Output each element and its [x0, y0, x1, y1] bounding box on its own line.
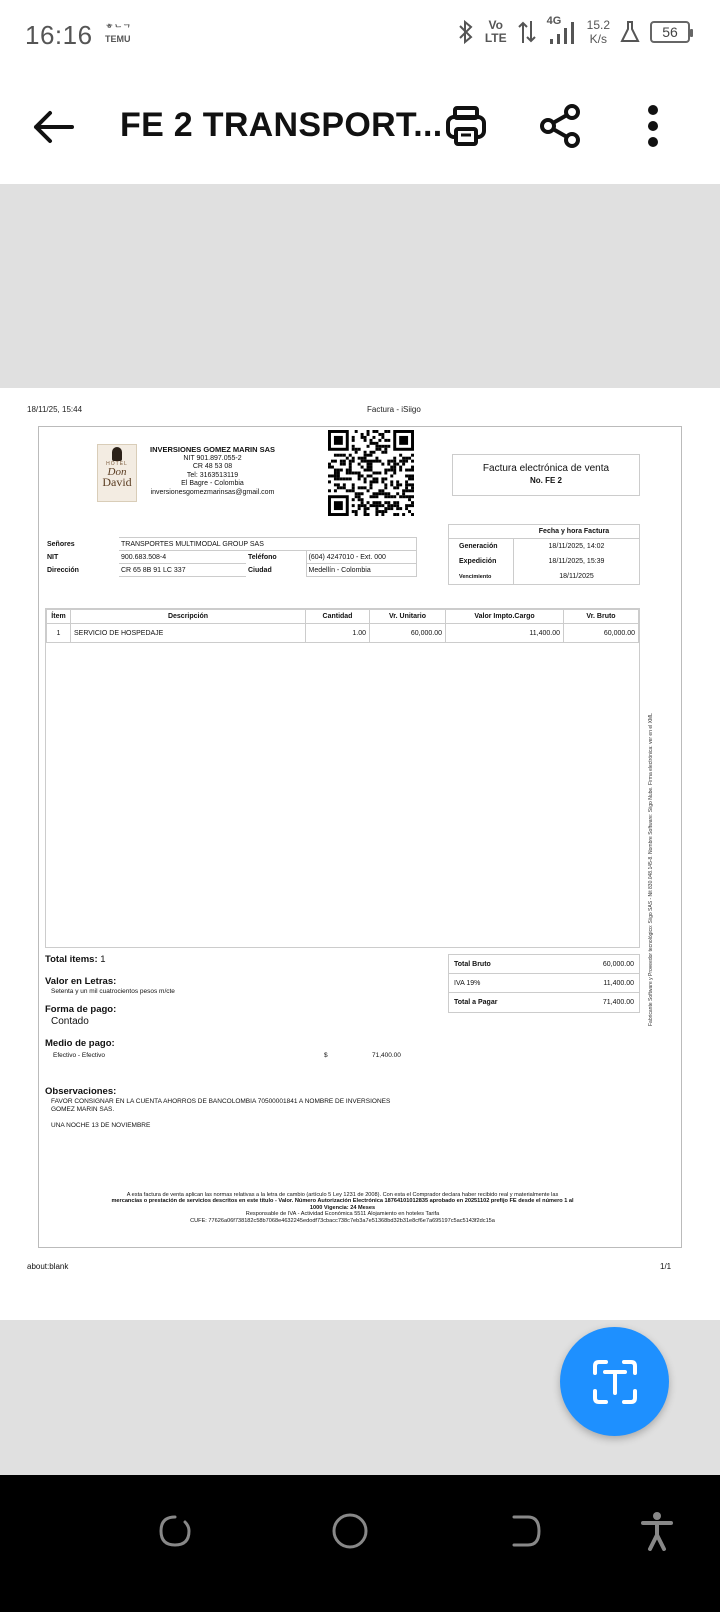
cell-cantidad: 1.00: [306, 624, 370, 643]
total-bruto-value: 60,000.00: [602, 960, 634, 968]
print-button[interactable]: [438, 98, 494, 154]
table-row: [47, 624, 639, 643]
app-bar: [0, 72, 720, 184]
legal-line-5: CUFE: 77626a06f738182c58b7068e4632245edodf73cbacc738c7eb3a7e51368bd32b31e8cf6e7a695197c5ac5143f2dc15a: [190, 1217, 495, 1224]
invoice-dates: [448, 524, 640, 585]
status-bar: [0, 0, 720, 72]
generacion-label: Generación: [459, 543, 498, 550]
notification-icons: [105, 24, 131, 44]
notif-line-1: ᄒᄂᄀ: [105, 24, 132, 34]
medio-pago-currency: $: [324, 1052, 328, 1059]
total-iva-label: IVA 19%: [454, 979, 481, 987]
observaciones-line-1: FAVOR CONSIGNAR EN LA CUENTA AHORROS DE BANCOLOMBIA 70500001841 A NOMBRE DE INVERSIONES: [51, 1098, 391, 1105]
battery-indicator: 56: [650, 21, 690, 43]
company-logo: [97, 444, 137, 502]
company-email: inversionesgomezmarinsas@gmail.com: [150, 488, 275, 496]
client-direccion-label: Dirección: [47, 566, 79, 574]
back-button[interactable]: [30, 102, 80, 152]
date-row-vencimiento: [449, 569, 639, 584]
invoice-title-box: [452, 454, 640, 496]
legal-line-4: Responsable de IVA - Actividad Económica 5511 Alojamiento en hoteles Tarifa: [245, 1211, 440, 1218]
dates-header: Fecha y hora Factura: [449, 525, 639, 539]
cell-descripcion: SERVICIO DE HOSPEDAJE: [71, 624, 306, 643]
recents-icon: [158, 1514, 192, 1548]
date-row-expedicion: [449, 554, 639, 569]
total-items-label: Total items:: [45, 954, 98, 965]
accessibility-icon: [640, 1511, 674, 1551]
client-direccion-value: CR 65 8B 91 LC 337: [119, 564, 246, 577]
cell-bruto: 60,000.00: [564, 624, 639, 643]
signal-icon: [546, 15, 577, 45]
generacion-value: 18/11/2025, 14:02: [513, 539, 639, 554]
invoice-type: Factura electrónica de venta: [482, 463, 610, 474]
expedicion-value: 18/11/2025, 15:39: [513, 554, 639, 569]
company-name: INVERSIONES GOMEZ MARIN SAS: [149, 445, 275, 454]
totals-box: [448, 954, 640, 1013]
valor-letras-label: Valor en Letras:: [45, 976, 117, 987]
company-info: [140, 446, 285, 497]
side-note-text: Fabricante Software y Proveedor tecnológico: Siigo SAS - Nit 830.048.145-8. Nombre Software: Siigo Nube. Firma electrónica: ver en el XML: [648, 713, 654, 1026]
more-vert-icon: [643, 103, 663, 149]
vencimiento-label: Vencimiento: [459, 573, 492, 580]
medio-pago-value: Efectivo - Efectivo: [53, 1052, 106, 1059]
vencimiento-value: 18/11/2025: [513, 569, 639, 584]
volte-bottom: LTE: [484, 31, 507, 45]
logo-don: Don: [107, 466, 127, 478]
total-iva-value: 11,400.00: [603, 979, 634, 987]
qr-code: [328, 430, 414, 516]
col-cantidad: Cantidad: [306, 610, 370, 624]
total-bruto-label: Total Bruto: [454, 960, 491, 968]
company-address: CR 48 53 08: [192, 463, 233, 470]
forma-pago-value: Contado: [51, 1016, 89, 1027]
total-items: [45, 954, 106, 965]
cell-unitario: 60,000.00: [370, 624, 446, 643]
home-icon: [331, 1512, 369, 1550]
items-header-row: [47, 610, 639, 624]
share-button[interactable]: [532, 98, 588, 154]
accessibility-button[interactable]: [627, 1501, 687, 1561]
footer-url: about:blank: [27, 1262, 69, 1271]
legal-text: [60, 1192, 625, 1224]
total-pagar-label: Total a Pagar: [454, 999, 498, 1006]
recents-button[interactable]: [145, 1501, 205, 1561]
notif-line-2: TEMU: [105, 34, 131, 44]
total-pagar-row: [449, 993, 639, 1012]
client-nit-label: NIT: [47, 553, 59, 561]
items-table: [45, 608, 640, 948]
back-nav-button[interactable]: [495, 1501, 555, 1561]
net-speed-unit: K/s: [589, 32, 607, 46]
legal-line-2: mercancías o prestación de servicios descritos en este título - Valor. Número Autorización Electrónica 18764101012835 aprobado en 20251102 prefijo FE desde el número 1 al: [111, 1198, 574, 1205]
client-nit-value: 900.683.508-4: [119, 551, 246, 564]
client-ciudad-value: Medellín - Colombia: [306, 564, 416, 577]
observaciones-line-2: GOMEZ MARIN SAS.: [51, 1106, 115, 1113]
home-button[interactable]: [320, 1501, 380, 1561]
net-speed: [587, 18, 610, 46]
forma-pago-label: Forma de pago:: [45, 1004, 117, 1015]
print-date: 18/11/25, 15:44: [27, 405, 83, 414]
observaciones-line-3: UNA NOCHE 13 DE NOVIEMBRE: [51, 1122, 151, 1129]
page-title: FE 2 TRANSPORT...: [120, 106, 443, 144]
company-phone: Tel: 3163513119: [186, 471, 239, 479]
col-unitario: Vr. Unitario: [370, 610, 446, 624]
observaciones-label: Observaciones:: [45, 1086, 117, 1097]
company-city: El Bagre - Colombia: [181, 480, 244, 487]
logo-hotel: HOTEL: [106, 461, 128, 467]
back-nav-icon: [508, 1514, 542, 1548]
network-type: 4G: [546, 15, 562, 27]
medio-pago-amount: 71,400.00: [372, 1052, 401, 1059]
col-descripcion: Descripción: [71, 610, 306, 624]
total-items-value: 1: [100, 954, 106, 965]
medio-pago-label: Medio de pago:: [45, 1038, 115, 1049]
arrow-left-icon: [30, 102, 80, 152]
client-senores-value: TRANSPORTES MULTIMODAL GROUP SAS: [119, 538, 416, 551]
volte-indicator: [485, 19, 507, 45]
client-info: [45, 537, 417, 577]
valor-letras-value: Setenta y un mil cuatrocientos pesos m/cte: [51, 988, 175, 995]
observaciones-text: [51, 1098, 390, 1114]
share-icon: [537, 103, 583, 149]
date-row-generacion: [449, 539, 639, 554]
status-right: [457, 15, 690, 46]
print-title: Factura - iSiigo: [367, 405, 421, 414]
flask-icon: [620, 20, 640, 44]
expedicion-label: Expedición: [459, 558, 497, 565]
text-scan-icon: [590, 1357, 640, 1407]
net-speed-value: 15.2: [586, 18, 610, 32]
col-item: Ítem: [47, 610, 71, 624]
document-viewer[interactable]: [0, 184, 720, 1516]
bluetooth-icon: [457, 19, 475, 45]
logo-figure: [112, 447, 122, 461]
total-iva-row: [449, 974, 639, 993]
company-nit: NIT 901.897.055-2: [183, 454, 242, 462]
printer-icon: [443, 103, 489, 149]
legal-line-1: A esta factura de venta aplican las normas relativas a la letra de cambio (artículo 5 Ley 1231 de 2008). Con esta el Comprador declara haber recibido real y materialmente las: [126, 1192, 559, 1198]
footer-page-count: 1/1: [660, 1262, 672, 1271]
cell-item: 1: [47, 624, 71, 643]
client-telefono-value: (604) 4247010 - Ext. 000: [306, 551, 416, 564]
status-time: 16:16: [25, 20, 93, 50]
total-pagar-value: 71,400.00: [602, 999, 634, 1006]
logo-david: David: [102, 475, 132, 489]
cell-impto: 11,400.00: [446, 624, 564, 643]
legal-line-3: 1000 Vigencia: 24 Meses: [309, 1204, 376, 1211]
navigation-bar: [0, 1475, 720, 1612]
col-impto: Valor Impto.Cargo: [446, 610, 564, 624]
volte-top: Vo: [488, 18, 503, 32]
pdf-page: [0, 388, 720, 1320]
total-bruto-row: [449, 955, 639, 974]
side-note: [646, 648, 656, 1028]
client-ciudad-label: Ciudad: [248, 566, 272, 574]
client-telefono-label: Teléfono: [248, 553, 277, 561]
data-transfer-icon: [517, 19, 537, 45]
client-senores-label: Señores: [47, 540, 75, 548]
col-bruto: Vr. Bruto: [564, 610, 639, 624]
more-options-button[interactable]: [625, 98, 681, 154]
text-scan-button[interactable]: [560, 1327, 669, 1436]
invoice-number: No. FE 2: [529, 476, 562, 485]
